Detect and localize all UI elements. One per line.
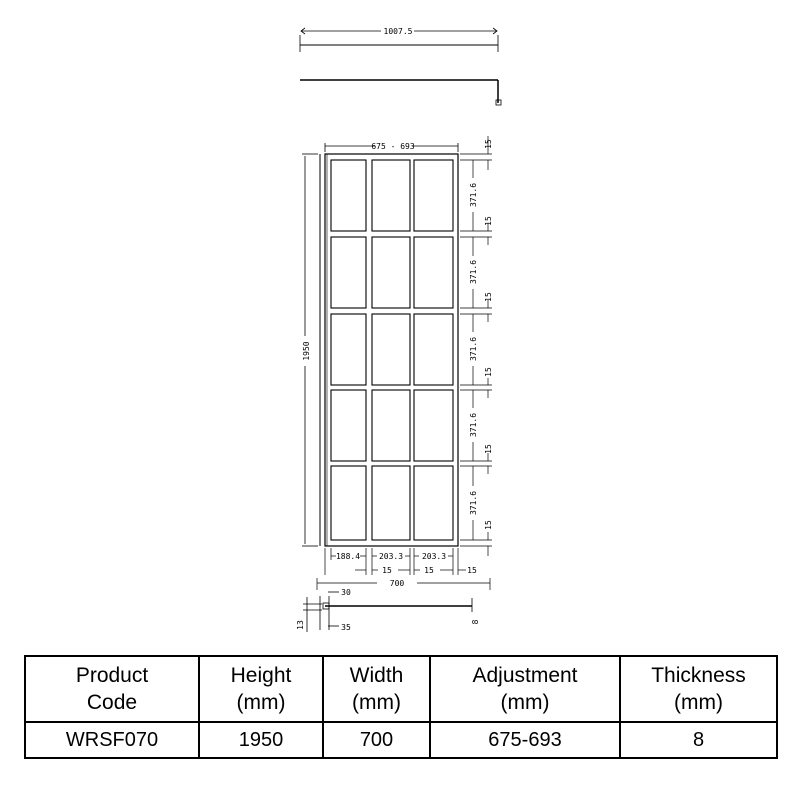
front-elevation [302, 136, 492, 590]
header-line: Code [86, 691, 138, 714]
cell-adjustment: 675-693 [430, 722, 620, 758]
header-line: Width [349, 664, 404, 687]
col-first-label: 188.4 [335, 552, 361, 561]
header-line: Height [230, 664, 292, 687]
height-label: 1950 [302, 341, 311, 361]
table-header-row [25, 656, 777, 722]
header-line: (mm) [674, 691, 723, 714]
cell-width: 700 [323, 722, 430, 758]
header-width [323, 656, 430, 722]
bar-thickness-label: 15 [484, 520, 493, 530]
panel-width-label: 700 [389, 579, 405, 588]
header-line: Product [75, 664, 149, 687]
bar-width-label: 15 [382, 566, 392, 575]
table-row [25, 722, 777, 758]
bar-thickness-label: 15 [484, 292, 493, 302]
bar-thickness-label: 15 [484, 139, 493, 149]
overall-width-label: 1007.5 [383, 27, 413, 36]
profile-a-label: 30 [341, 588, 351, 597]
header-line: Thickness [651, 664, 746, 687]
header-product-code [25, 656, 199, 722]
panel-frame [325, 154, 458, 546]
profile-b-label: 35 [341, 623, 351, 632]
adjustment-label: 675 - 693 [371, 142, 415, 151]
product-spec-table [24, 655, 778, 759]
glass-thickness-label: 8 [471, 619, 480, 625]
row-height-label: 371.6 [469, 259, 478, 285]
cell-product-code: WRSF070 [25, 722, 199, 758]
header-line: Adjustment [472, 664, 578, 687]
plan-view [303, 592, 472, 632]
bar-thickness-label: 15 [484, 444, 493, 454]
cell-thickness: 8 [620, 722, 777, 758]
cell-height: 1950 [199, 722, 323, 758]
bar-thickness-label: 15 [484, 367, 493, 377]
top-view [300, 28, 501, 105]
bar-thickness-labels [484, 139, 493, 530]
header-adjustment [430, 656, 620, 722]
row-height-labels [469, 183, 478, 515]
col-mid-label: 203.3 [421, 552, 447, 561]
header-height [199, 656, 323, 722]
col-mid-label: 203.3 [378, 552, 404, 561]
bar-thickness-label: 15 [484, 216, 493, 226]
profile-c-label: 13 [296, 620, 305, 630]
row-height-label: 371.6 [469, 490, 478, 516]
bar-width-label: 15 [424, 566, 434, 575]
header-line: (mm) [236, 691, 286, 714]
bar-width-label: 15 [467, 566, 477, 575]
glass-grid [331, 160, 453, 540]
row-height-label: 371.6 [469, 412, 478, 438]
header-thickness [620, 656, 777, 722]
row-height-label: 371.6 [469, 182, 478, 208]
row-height-label: 371.6 [469, 336, 478, 362]
header-line: (mm) [500, 691, 550, 714]
header-line: (mm) [352, 691, 401, 714]
